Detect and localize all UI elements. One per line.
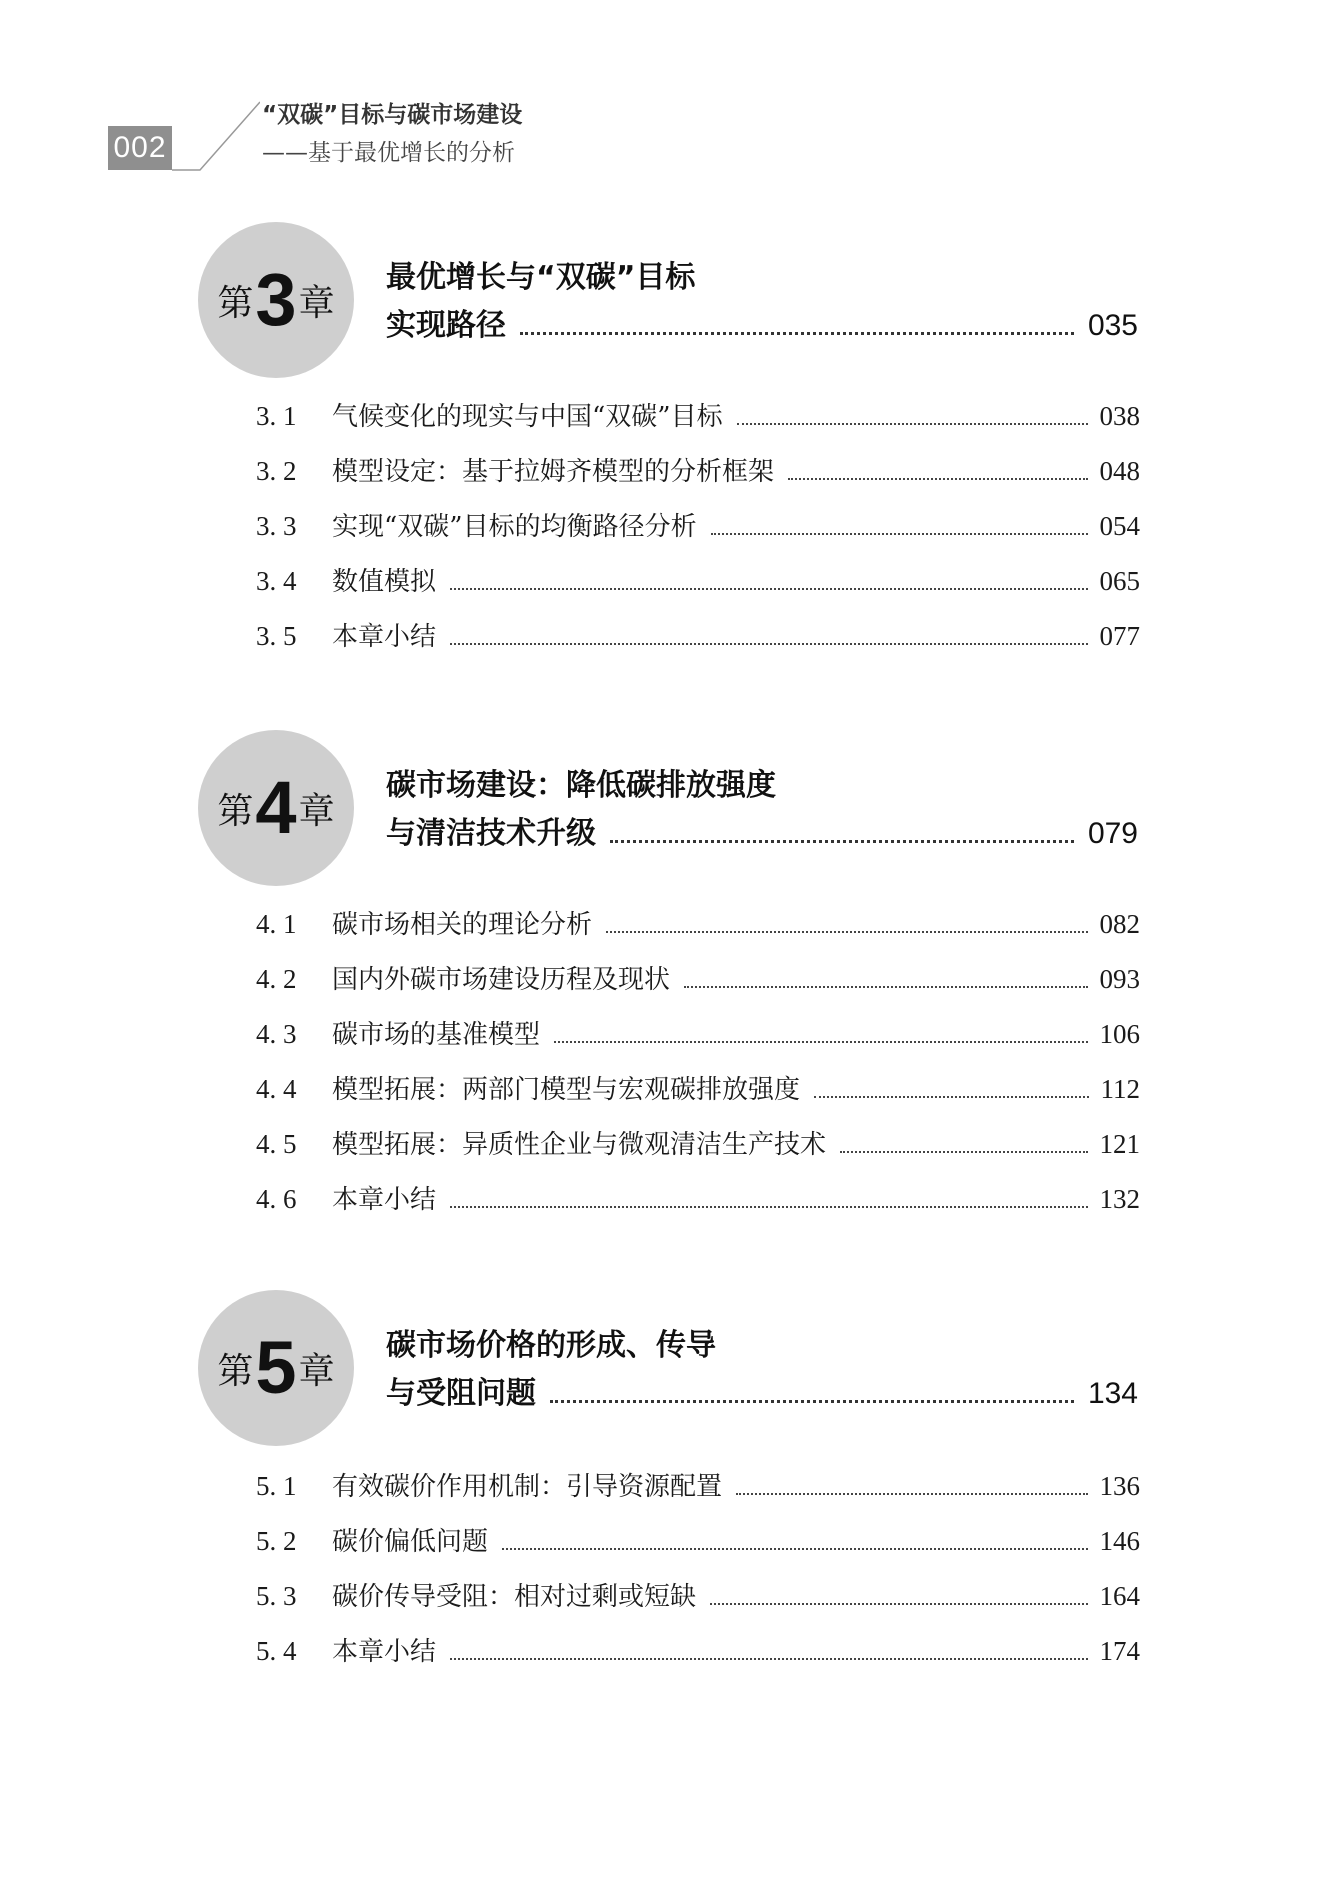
dot-leader [711, 533, 1088, 535]
section-number: 3. 4 [256, 566, 297, 596]
chapter-title-text: 与受阻问题 [386, 1376, 536, 1411]
toc-entry[interactable] [256, 1576, 1140, 1631]
chapter-suffix: 章 [298, 1350, 335, 1392]
section-number: 4. 5 [256, 1129, 297, 1159]
chapter-4[interactable] [0, 730, 1338, 890]
section-page: 136 [1099, 1471, 1140, 1501]
chapter-5-sections [256, 1466, 1140, 1686]
chapter-3-sections [256, 396, 1140, 671]
section-page: 054 [1099, 511, 1140, 541]
chapter-4-sections [256, 904, 1140, 1234]
section-page: 065 [1099, 566, 1140, 596]
toc-entry[interactable] [256, 1466, 1140, 1521]
section-title: 碳市场的基准模型 [332, 1020, 541, 1050]
dot-leader [554, 1041, 1087, 1043]
section-title: 碳市场相关的理论分析 [332, 910, 593, 940]
toc-entry[interactable] [256, 904, 1140, 959]
section-title: 实现“双碳”目标的均衡路径分析 [332, 512, 697, 542]
dot-leader [606, 931, 1087, 933]
chapter-title-line2 [386, 808, 1138, 852]
chapter-badge [198, 730, 354, 886]
chapter-title-line2 [386, 300, 1138, 344]
section-title: 国内外碳市场建设历程及现状 [332, 965, 671, 995]
toc-entry[interactable] [256, 616, 1140, 671]
dot-leader [840, 1151, 1087, 1153]
section-number: 5. 2 [256, 1526, 297, 1556]
section-number: 3. 3 [256, 511, 297, 541]
toc-entry[interactable] [256, 1631, 1140, 1686]
toc-entry[interactable] [256, 1069, 1140, 1124]
dot-leader [450, 1206, 1087, 1208]
dot-leader [450, 1658, 1087, 1660]
section-title: 模型拓展：异质性企业与微观清洁生产技术 [332, 1130, 827, 1160]
section-page: 174 [1099, 1636, 1140, 1666]
section-title: 碳价偏低问题 [332, 1527, 489, 1557]
section-number: 4. 3 [256, 1019, 297, 1049]
section-number: 3. 2 [256, 456, 297, 486]
chapter-badge [198, 222, 354, 378]
section-number: 3. 1 [256, 401, 297, 431]
section-number: 5. 4 [256, 1636, 297, 1666]
section-page: 121 [1099, 1129, 1140, 1159]
dot-leader [450, 588, 1087, 590]
section-page: 106 [1099, 1019, 1140, 1049]
section-number: 4. 2 [256, 964, 297, 994]
section-title: 模型设定：基于拉姆齐模型的分析框架 [332, 457, 775, 487]
toc-entry[interactable] [256, 451, 1140, 506]
dot-leader [550, 1400, 1074, 1403]
dot-leader [502, 1548, 1087, 1550]
page-number: 002 [108, 126, 172, 170]
section-page: 077 [1099, 621, 1140, 651]
toc-entry[interactable] [256, 561, 1140, 616]
section-title: 模型拓展：两部门模型与宏观碳排放强度 [332, 1075, 801, 1105]
chapter-page: 079 [1087, 817, 1138, 850]
book-title: “双碳”目标与碳市场建设 [262, 102, 523, 128]
dot-leader [450, 643, 1087, 645]
dot-leader [710, 1603, 1087, 1605]
chapter-prefix: 第 [217, 1350, 254, 1392]
chapter-title-text: 与清洁技术升级 [386, 816, 596, 851]
section-page: 093 [1099, 964, 1140, 994]
dot-leader [788, 478, 1087, 480]
chapter-title-line1: 碳市场价格的形成、传导 [386, 1328, 716, 1363]
dot-leader [610, 840, 1074, 843]
section-title: 本章小结 [332, 1637, 437, 1667]
chapter-number: 5 [255, 1326, 297, 1409]
chapter-number: 4 [255, 766, 297, 849]
dot-leader [736, 1493, 1087, 1495]
chapter-title-line2 [386, 1368, 1138, 1412]
book-subtitle: ——基于最优增长的分析 [262, 140, 515, 166]
section-page: 164 [1099, 1581, 1140, 1611]
chapter-page: 134 [1087, 1377, 1138, 1410]
dot-leader [684, 986, 1087, 988]
section-number: 5. 3 [256, 1581, 297, 1611]
toc-entry[interactable] [256, 959, 1140, 1014]
section-page: 146 [1099, 1526, 1140, 1556]
section-title: 碳价传导受阻：相对过剩或短缺 [332, 1582, 697, 1612]
chapter-5[interactable] [0, 1290, 1338, 1450]
section-number: 4. 1 [256, 909, 297, 939]
dot-leader [737, 423, 1088, 425]
section-page: 112 [1100, 1074, 1140, 1104]
section-title: 有效碳价作用机制：引导资源配置 [332, 1472, 723, 1502]
chapter-3[interactable] [0, 222, 1338, 382]
toc-entry[interactable] [256, 1521, 1140, 1576]
toc-entry[interactable] [256, 1124, 1140, 1179]
chapter-title-line1: 最优增长与“双碳”目标 [386, 260, 696, 295]
toc-entry[interactable] [256, 396, 1140, 451]
chapter-title-line1: 碳市场建设：降低碳排放强度 [386, 768, 776, 803]
section-page: 082 [1099, 909, 1140, 939]
header-divider-line [172, 100, 260, 172]
section-number: 3. 5 [256, 621, 297, 651]
section-page: 048 [1099, 456, 1140, 486]
section-title: 本章小结 [332, 622, 437, 652]
section-number: 4. 4 [256, 1074, 297, 1104]
chapter-number: 3 [255, 258, 297, 341]
chapter-page: 035 [1087, 309, 1138, 342]
section-page: 038 [1099, 401, 1140, 431]
section-number: 4. 6 [256, 1184, 297, 1214]
section-title: 本章小结 [332, 1185, 437, 1215]
chapter-suffix: 章 [298, 282, 335, 324]
chapter-badge [198, 1290, 354, 1446]
toc-entry[interactable] [256, 506, 1140, 561]
chapter-title-text: 实现路径 [386, 308, 506, 343]
toc-entry[interactable] [256, 1014, 1140, 1069]
section-number: 5. 1 [256, 1471, 297, 1501]
toc-entry[interactable] [256, 1179, 1140, 1234]
section-title: 气候变化的现实与中国“双碳”目标 [332, 402, 723, 432]
section-title: 数值模拟 [332, 567, 437, 597]
chapter-prefix: 第 [217, 790, 254, 832]
dot-leader [814, 1096, 1088, 1098]
dot-leader [520, 332, 1074, 335]
chapter-prefix: 第 [217, 282, 254, 324]
chapter-suffix: 章 [298, 790, 335, 832]
section-page: 132 [1099, 1184, 1140, 1214]
